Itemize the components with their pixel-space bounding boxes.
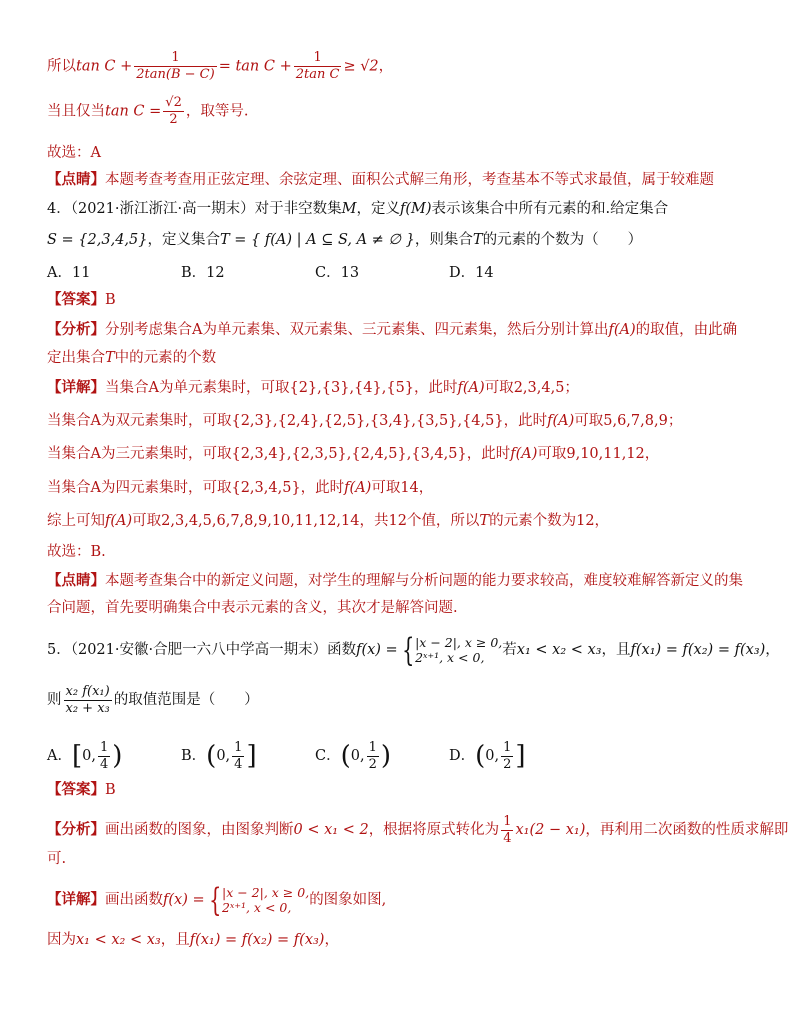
question-5-detail-line2: 因为x₁ < x₂ < x₃，且f(x₁) = f(x₂) = f(x₃)，: [47, 932, 339, 948]
question-4-stem: 4．（2021·浙江浙江·高一期末）对于非空数集M，定义f(M)表示该集合中所有元素的和.给定集合: [47, 201, 669, 217]
question-4-comment-line2: 合问题，首先要明确集合中表示元素的含义，其次才是解答问题.: [47, 600, 458, 616]
question-4-detail-line4: 当集合A为四元素集时，可取{2,3,4,5}，此时f(A)可取14，: [47, 480, 434, 496]
question-4-analysis: 【分析】分别考虑集合A为单元素集、双元素集、三元素集、四元素集，然后分别计算出f(A)的取值，由此确: [47, 321, 738, 338]
question-4-option-a: A．11: [47, 265, 91, 281]
question-4-comment: 【点睛】本题考查集合中的新定义问题，对学生的理解与分析问题的能力要求较高，难度较难解答新定义的集: [47, 572, 743, 589]
question-4-choice: 故选：B.: [47, 544, 106, 560]
piecewise-cases: |x − 2|, x ≥ 0, 2ˣ⁺¹, x < 0,: [221, 885, 310, 915]
text-prefix: 所以: [47, 58, 76, 75]
question-5-analysis: 【分析】画出函数的图象，由图象判断0 < x₁ < 2，根据将原式转化为 $\frac{1}{4}$ x₁(2 − x₁)，再利用二次函数的性质求解即: [47, 813, 789, 846]
question-4-analysis-line2: 定出集合T中的元素的个数: [47, 350, 217, 366]
question-number: 5．（2021·安徽·合肥一六八中学高一期末）: [47, 642, 328, 658]
question-5-option-a: A．[0, $\frac{1}{4}$ ): [47, 739, 123, 772]
math-expr: tan C =: [105, 103, 162, 120]
question-4-option-c: C．13: [315, 265, 360, 281]
question-4-option-d: D．14: [449, 265, 494, 281]
piecewise-cases: |x − 2|, x ≥ 0, 2ˣ⁺¹, x < 0,: [415, 635, 503, 665]
question-4-detail-line1: 【详解】当集合A为单元素集时，可取{2},{3},{4},{5}，此时f(A)可取2,3,4,5；: [47, 379, 579, 396]
question-5-option-c: C．(0, $\frac{1}{2}$ ): [315, 739, 392, 772]
question-4-stem-line2: S = {2,3,4,5}，定义集合T = { f(A) | A ⊆ S, A ≠ ∅ }，则集合T的元素的个数为（ ）: [47, 232, 643, 248]
question-5-stem: 5．（2021·安徽·合肥一六八中学高一期末）函数f(x) = { |x − 2|, x ≥ 0, 2ˣ⁺¹, x < 0, 若x₁ < x₂ < x₃，且f(x₁) = f(x₂) = f(x₃)，: [47, 631, 780, 669]
fraction: $\frac{1}{2\tan(B - C)}$: [136, 50, 215, 82]
comment-tag: 【点睛】: [47, 171, 105, 188]
fraction: $\frac{√2}{2}$: [165, 95, 182, 127]
question-5-option-b: B．(0, $\frac{1}{4}$ ]: [181, 739, 257, 772]
comment-line: 【点睛】本题考查考查用正弦定理、余弦定理、面积公式解三角形，考查基本不等式求最值，属于较难题: [47, 171, 714, 188]
question-5-option-d: D．(0, $\frac{1}{2}$ ]: [449, 739, 526, 772]
question-4-answer: 【答案】B: [47, 291, 116, 308]
question-4-detail-line5: 综上可知f(A)可取2,3,4,5,6,7,8,9,10,11,12,14，共12个值，所以T的元素个数为12，: [47, 513, 610, 529]
choice-line: 故选：A: [47, 145, 101, 161]
question-number: 4．（2021·浙江浙江·高一期末）: [47, 201, 255, 217]
question-4-option-b: B．12: [181, 265, 225, 281]
question-4-detail-line2: 当集合A为双元素集时，可取{2,3},{2,4},{2,5},{3,4},{3,5},{4,5}，此时f(A)可取5,6,7,8,9；: [47, 413, 683, 429]
fraction: $\frac{1}{\text{2tan C}}$: [295, 50, 340, 82]
question-5-stem-line2: 则 $\frac{\text{x₂ f(x₁)}}{\text{x₂ + x₃}}$ 的取值范围是（ ）: [47, 683, 259, 716]
question-5-analysis-line2: 可.: [47, 851, 67, 867]
math-expr: tan C +: [76, 58, 133, 75]
solution-line-inequality: 所以tan C + $\frac{1}{2\tan(B - C)}$ = tan C + $\frac{1}{\text{2tan C}}$ ≥ √2，: [47, 50, 394, 82]
solution-line-equality: 当且仅当tan C = $\frac{√2}{2}$ ，取等号.: [47, 95, 249, 127]
math-expr: = tan C +: [218, 58, 292, 75]
fraction: $\frac{\text{x₂ f(x₁)}}{\text{x₂ + x₃}}$: [65, 683, 110, 716]
question-5-answer: 【答案】B: [47, 781, 116, 798]
question-5-detail-line1: 【详解】画出函数f(x) = { |x − 2|, x ≥ 0, 2ˣ⁺¹, x < 0, 的图象如图,: [47, 881, 387, 919]
question-4-detail-line3: 当集合A为三元素集时，可取{2,3,4},{2,3,5},{2,4,5},{3,4,5}，此时f(A)可取9,10,11,12，: [47, 446, 660, 462]
math-expr: ≥ √2: [343, 58, 379, 75]
